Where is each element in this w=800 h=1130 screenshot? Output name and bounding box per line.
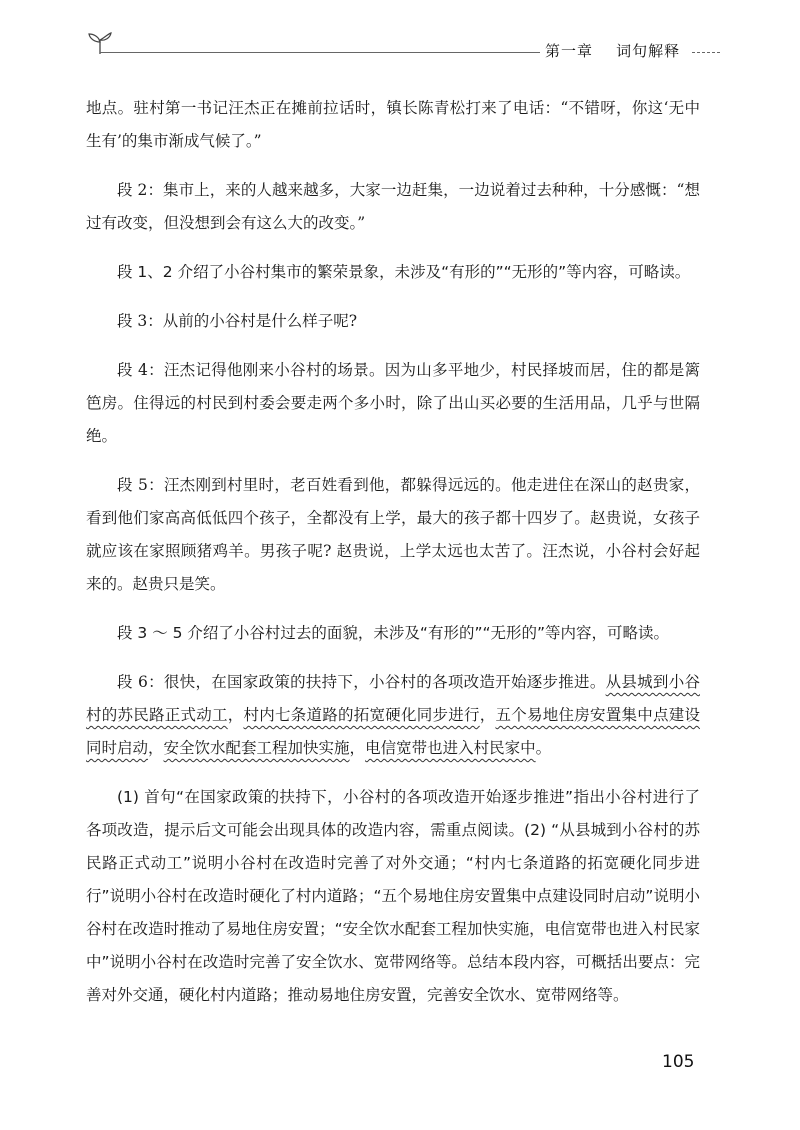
paragraph-2: 段 2：集市上，来的人越来越多，大家一边赶集，一边说着过去种种，十分感慨：“想过有改变，但没想到会有这么大的改变。” — [86, 181, 700, 232]
underlined-phrase-1: 从县城到小谷村的苏民路正式动工 — [86, 673, 700, 724]
header-title — [545, 40, 680, 61]
period: 。 — [535, 739, 552, 757]
analysis-note: (1) 首句“在国家政策的扶持下，小谷村的各项改造开始逐步推进”指出小谷村进行了各项改造，提示后文可能会出现具体的改造内容，需重点阅读。(2) “从县城到小谷村的苏民路正式动工”说明小谷村在改造时完善了对外交通；“村内七条道路的拓宽硬化同步进行”说明小谷村在改造时硬化了村内道路；“五个易地住房安置集中点建设同时启动”说明小谷村在改造时推动了易地住房安置；“安全饮水配套工程加快实施，电信宽带也进入村民家中”说明小谷村在改造时完善了安全饮水、宽带网络等。总结本段内容，可概括出要点：完善对外交通，硬化村内道路；推动易地住房安置，完善安全饮水、宽带网络等。 — [86, 788, 700, 1004]
header-dash — [692, 52, 720, 53]
underlined-phrase-4: 安全饮水配套工程加快实施 — [163, 739, 350, 757]
page-header — [0, 0, 800, 80]
paragraph-5: 段 5：汪杰刚到村里时，老百姓看到他，都躲得远远的。他走进住在深山的赵贵家，看到他们家高高低低四个孩子，全都没有上学，最大的孩子都十四岁了。赵贵说，女孩子就应该在家照顾猪鸡羊。男孩子呢? 赵贵说，上学太远也太苦了。汪杰说，小谷村会好起来的。赵贵只是笑。 — [86, 476, 700, 593]
paragraph-6-lead: 段 6：很快，在国家政策的扶持下，小谷村的各项改造开始逐步推进。 — [117, 673, 606, 691]
reading-note-2: 段 3 ～ 5 介绍了小谷村过去的面貌，未涉及“有形的”“无形的”等内容，可略读。 — [117, 624, 670, 642]
reading-note-1: 段 1、2 介绍了小谷村集市的繁荣景象，未涉及“有形的”“无形的”等内容，可略读。 — [117, 263, 691, 281]
paragraph-6 — [86, 666, 700, 765]
chapter-title: 词句解释 — [616, 42, 681, 60]
page-body — [86, 92, 700, 1012]
underlined-phrase-2: 村内七条道路的拓宽硬化同步进行 — [243, 706, 480, 724]
underlined-phrase-3: 五个易地住房安置集中点建设同时启动 — [86, 706, 700, 757]
separator: ， — [227, 706, 244, 724]
paragraph-3: 段 3：从前的小谷村是什么样子呢? — [117, 312, 358, 330]
underlined-phrase-5: 电信宽带也进入村民家中 — [365, 739, 536, 757]
paragraph-4: 段 4：汪杰记得他刚来小谷村的场景。因为山多平地少，村民择坡而居，住的都是篱笆房。住得远的村民到村委会要走两个多小时，除了出山买必要的生活用品，几乎与世隔绝。 — [86, 361, 700, 445]
paragraph-continued: 地点。驻村第一书记汪杰正在摊前拉话时，镇长陈青松打来了电话：“不错呀，你这‘无中生有’的集市渐成气候了。” — [86, 99, 700, 150]
separator: ， — [479, 706, 496, 724]
header-rule — [100, 52, 540, 53]
chapter-label: 第一章 — [545, 42, 594, 60]
page-number: 105 — [662, 1052, 695, 1072]
separator: ， — [148, 739, 164, 757]
separator: ， — [349, 739, 366, 757]
